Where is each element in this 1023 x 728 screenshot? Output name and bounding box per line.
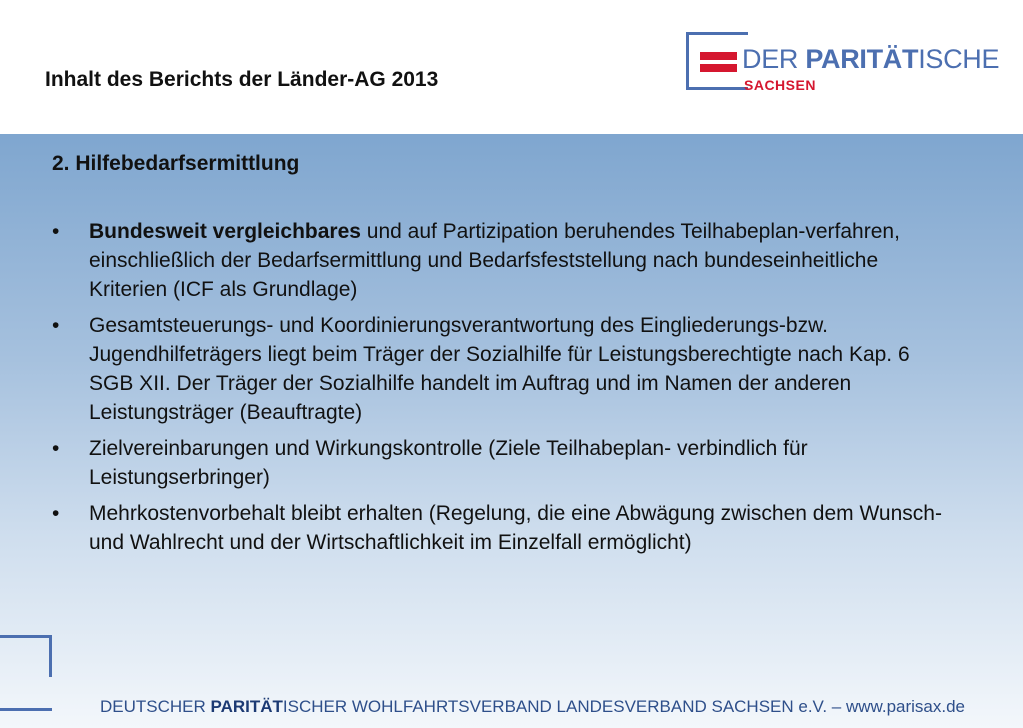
logo-red-bar-bottom <box>700 64 737 72</box>
logo-frame-top <box>686 32 748 35</box>
corner-decoration-top <box>0 635 52 638</box>
logo-wordmark: DER PARITÄTISCHE <box>742 44 1000 74</box>
paritaetische-logo <box>686 30 1006 96</box>
bullet-item <box>52 217 952 304</box>
bullet-item <box>52 311 952 427</box>
slide-title: Inhalt des Berichts der Länder-AG 2013 <box>45 68 439 91</box>
corner-decoration-vertical <box>49 635 52 677</box>
bullet-item <box>52 434 952 492</box>
bullet-marker: • <box>52 502 60 525</box>
bullet-marker: • <box>52 220 60 243</box>
corner-decoration-bottom <box>0 708 52 711</box>
bullet-item <box>52 499 952 557</box>
bullet-text: Gesamtsteuerungs- und Koordinierungsverantwortung des Eingliederungs-bzw. Jugendhilfeträgers liegt beim Träger der Sozialhilfe für Leistungsberechtigte nach Kap. 6 SGB XII. Der Träger der Sozialhilfe handelt im Auftrag und im Namen der anderen Leistungsträger (Beauftragte) <box>89 314 910 424</box>
bullet-text: Zielvereinbarungen und Wirkungskontrolle (Ziele Teilhabeplan- verbindlich für Leistungserbringer) <box>89 437 808 489</box>
section-heading: 2. Hilfebedarfsermittlung <box>52 152 300 175</box>
logo-frame-bottom <box>686 87 748 90</box>
bullet-marker: • <box>52 437 60 460</box>
logo-frame <box>686 32 738 90</box>
bullet-marker: • <box>52 314 60 337</box>
bullet-text: Mehrkostenvorbehalt bleibt erhalten (Regelung, die eine Abwägung zwischen dem Wunsch- und Wahlrecht und der Wirtschaftlichkeit im Einzelfall ermöglicht) <box>89 502 942 554</box>
bullet-emphasis: Bundesweit vergleichbares <box>89 220 361 243</box>
bullet-text: und auf Partizipation beruhendes Teilhabeplan-verfahren, einschließlich der Bedarfsermittlung und Bedarfsfeststellung nach bundeseinheitliche Kriterien (ICF als Grundlage) <box>89 220 900 301</box>
logo-subtitle: SACHSEN <box>744 77 816 93</box>
bullet-list <box>52 217 952 564</box>
content-panel <box>0 134 1023 728</box>
footer-text: DEUTSCHER PARITÄTISCHER WOHLFAHRTSVERBAND LANDESVERBAND SACHSEN e.V. – www.parisax.de <box>100 697 966 716</box>
logo-red-bar-top <box>700 52 737 60</box>
